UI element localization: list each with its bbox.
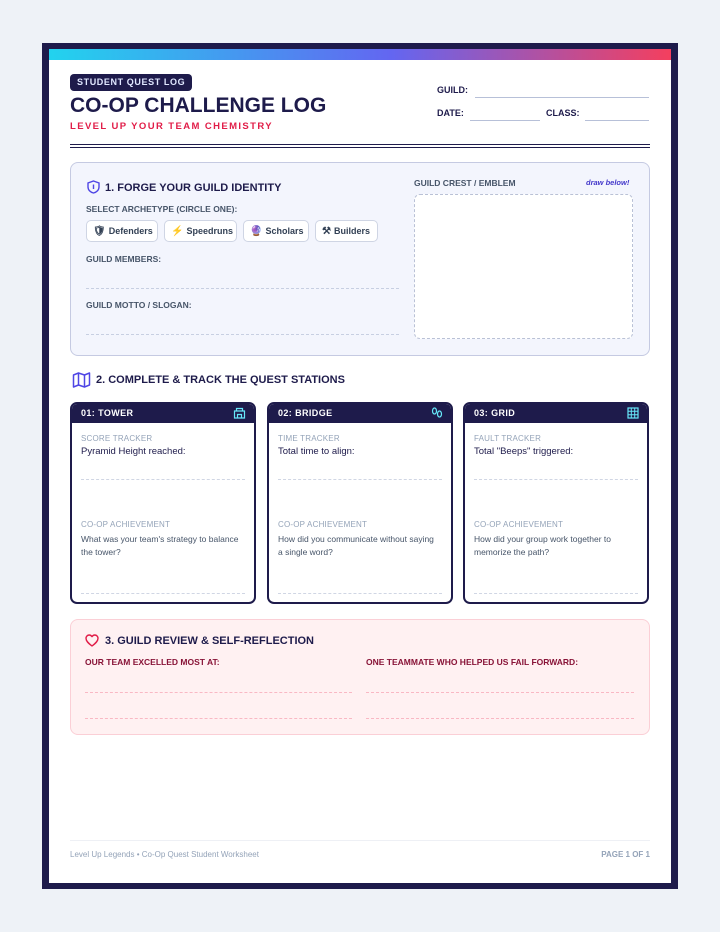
achievement-question: How did your group work together to memorize the path? bbox=[474, 534, 612, 557]
section-guild-review bbox=[70, 619, 650, 735]
tracker-prompt: Pyramid Height reached: bbox=[81, 446, 186, 457]
achievement-label: CO-OP ACHIEVEMENT bbox=[474, 520, 564, 529]
card-header bbox=[72, 404, 254, 423]
station-card-bridge bbox=[267, 402, 453, 604]
header-badge: STUDENT QUEST LOG bbox=[70, 74, 192, 91]
achievement-write-line[interactable] bbox=[474, 593, 638, 594]
archetype-label: SELECT ARCHETYPE (CIRCLE ONE): bbox=[86, 204, 238, 214]
card-header bbox=[269, 404, 451, 423]
section1-title: 1. FORGE YOUR GUILD IDENTITY bbox=[105, 182, 282, 194]
archetype-chip-scholars[interactable] bbox=[243, 220, 309, 242]
heart-icon bbox=[85, 634, 99, 647]
tracker-write-line[interactable] bbox=[278, 479, 442, 480]
chip-label: Speedruns bbox=[186, 226, 233, 236]
fail-forward-label: ONE TEAMMATE WHO HELPED US FAIL FORWARD: bbox=[366, 657, 579, 667]
footer-divider bbox=[70, 840, 650, 841]
crystal-ball-icon: 🔮 bbox=[250, 226, 263, 237]
excelled-label: OUR TEAM EXCELLED MOST AT: bbox=[85, 657, 220, 667]
archetype-chip-defenders[interactable] bbox=[86, 220, 158, 242]
lightning-icon: ⚡ bbox=[171, 226, 184, 237]
achievement-write-line[interactable] bbox=[81, 593, 245, 594]
achievement-label: CO-OP ACHIEVEMENT bbox=[278, 520, 368, 529]
fail-forward-write-line-2[interactable] bbox=[366, 718, 634, 719]
excelled-write-line-1[interactable] bbox=[85, 692, 352, 693]
header-divider-top bbox=[70, 144, 650, 145]
tracker-write-line[interactable] bbox=[81, 479, 245, 480]
date-label: DATE: bbox=[437, 108, 464, 118]
card-title: 03: GRID bbox=[474, 408, 516, 418]
motto-label: GUILD MOTTO / SLOGAN: bbox=[86, 300, 192, 310]
crest-note: draw below! bbox=[586, 178, 630, 187]
crest-label: GUILD CREST / EMBLEM bbox=[414, 178, 516, 188]
motto-write-line[interactable] bbox=[86, 334, 399, 335]
tracker-label: TIME TRACKER bbox=[278, 434, 340, 443]
crest-drawing-box[interactable] bbox=[414, 194, 633, 339]
achievement-question: What was your team's strategy to balance the tower? bbox=[81, 534, 239, 557]
fail-forward-write-line-1[interactable] bbox=[366, 692, 634, 693]
excelled-write-line-2[interactable] bbox=[85, 718, 352, 719]
class-label: CLASS: bbox=[546, 108, 580, 118]
achievement-write-line[interactable] bbox=[278, 593, 442, 594]
card-title: 01: TOWER bbox=[81, 408, 134, 418]
worksheet-page bbox=[49, 49, 671, 883]
shield-emoji-icon: 🛡 bbox=[93, 226, 106, 237]
card-title: 02: BRIDGE bbox=[278, 408, 333, 418]
page-number: PAGE 1 OF 1 bbox=[601, 850, 650, 859]
section-guild-identity bbox=[70, 162, 650, 356]
card-header bbox=[465, 404, 647, 423]
map-icon bbox=[72, 372, 91, 388]
achievement-label: CO-OP ACHIEVEMENT bbox=[81, 520, 171, 529]
tracker-write-line[interactable] bbox=[474, 479, 638, 480]
section3-title: 3. GUILD REVIEW & SELF-REFLECTION bbox=[105, 635, 315, 647]
footprints-icon bbox=[431, 407, 443, 419]
date-field-line[interactable] bbox=[470, 120, 540, 121]
archetype-chip-speedruns[interactable] bbox=[164, 220, 237, 242]
members-label: GUILD MEMBERS: bbox=[86, 254, 162, 264]
achievement-question: How did you communicate without saying a single word? bbox=[278, 534, 434, 557]
page-title: CO-OP CHALLENGE LOG bbox=[70, 94, 327, 117]
tracker-prompt: Total "Beeps" triggered: bbox=[474, 446, 574, 457]
footer-credit: Level Up Legends • Co-Op Quest Student Worksheet bbox=[70, 850, 259, 859]
chip-label: Scholars bbox=[265, 226, 304, 236]
grid-icon bbox=[627, 407, 639, 419]
tower-icon bbox=[233, 407, 246, 419]
class-field-line[interactable] bbox=[585, 120, 649, 121]
station-card-grid bbox=[463, 402, 649, 604]
chip-label: Defenders bbox=[108, 226, 153, 236]
section2-title: 2. COMPLETE & TRACK THE QUEST STATIONS bbox=[96, 374, 345, 386]
guild-field-line[interactable] bbox=[475, 97, 649, 98]
gradient-top-bar bbox=[49, 49, 671, 60]
station-card-tower bbox=[70, 402, 256, 604]
chip-label: Builders bbox=[333, 226, 370, 236]
archetype-chip-builders[interactable] bbox=[315, 220, 378, 242]
header-divider-bottom bbox=[70, 147, 650, 148]
tracker-label: SCORE TRACKER bbox=[81, 434, 153, 443]
tracker-label: FAULT TRACKER bbox=[474, 434, 542, 443]
tracker-prompt: Total time to align: bbox=[278, 446, 355, 457]
guild-label: GUILD: bbox=[437, 85, 468, 95]
hammer-icon: ⚒ bbox=[322, 226, 331, 237]
page-subtitle: LEVEL UP YOUR TEAM CHEMISTRY bbox=[70, 121, 274, 132]
shield-icon bbox=[87, 180, 100, 194]
members-write-line[interactable] bbox=[86, 288, 399, 289]
